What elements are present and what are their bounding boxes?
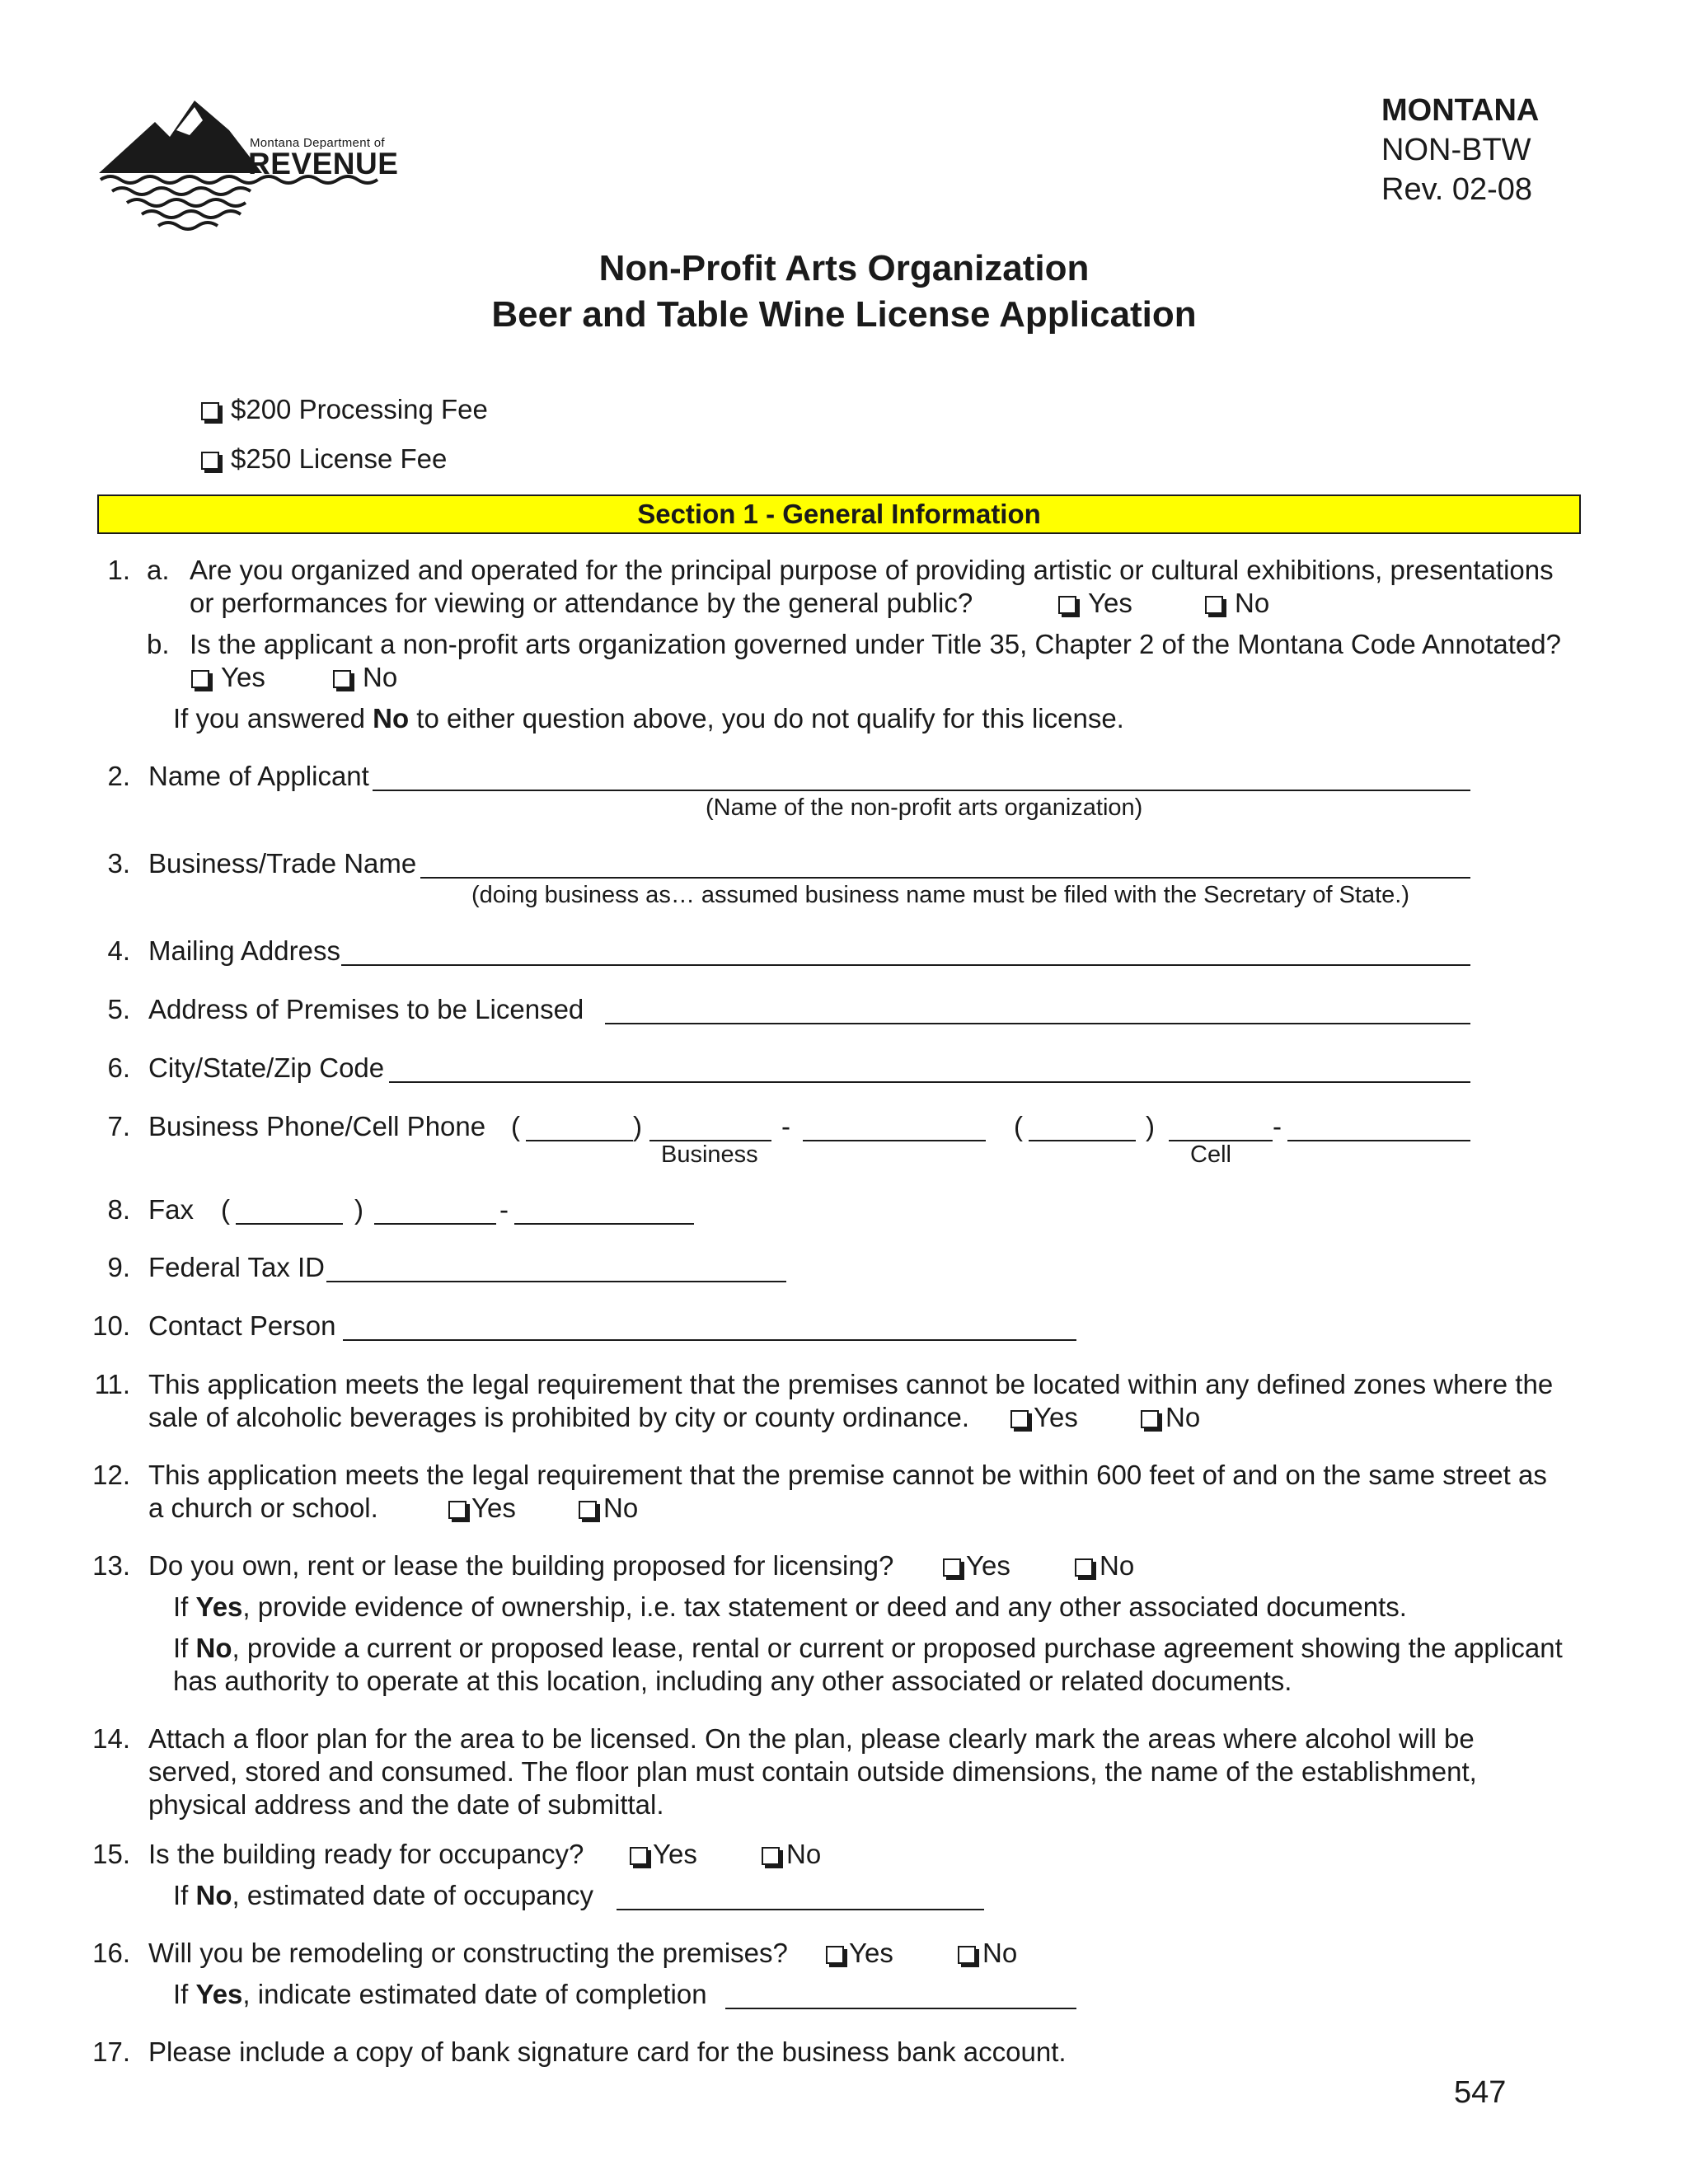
q3-hint: (doing business as… assumed business name must be filed with the Secretary of State.) bbox=[471, 882, 1410, 908]
q12-text-line2: a church or school. bbox=[148, 1493, 378, 1523]
fax-prefix-field[interactable] bbox=[374, 1223, 496, 1225]
revision-label: Rev. 02-08 bbox=[1381, 172, 1533, 207]
section-1-header bbox=[97, 494, 1581, 534]
checkbox-icon bbox=[579, 1501, 597, 1519]
q7-number: 7. bbox=[107, 1111, 130, 1141]
q3-label: Business/Trade Name bbox=[148, 848, 417, 879]
q11-number: 11. bbox=[94, 1369, 130, 1399]
q2-label: Name of Applicant bbox=[148, 761, 369, 791]
form-id-block bbox=[1381, 91, 1539, 209]
yes-label: Yes bbox=[221, 662, 265, 692]
checkbox-icon bbox=[201, 402, 219, 420]
fax-paren-close: ) bbox=[354, 1194, 363, 1225]
applicant-name-field[interactable] bbox=[373, 790, 1470, 791]
q11-yes-checkbox[interactable] bbox=[1010, 1401, 1078, 1434]
q16-no-checkbox[interactable] bbox=[958, 1937, 1017, 1970]
q16-number: 16. bbox=[92, 1938, 130, 1968]
q3-number: 3. bbox=[107, 848, 130, 879]
q11-text-line2: sale of alcoholic beverages is prohibited by city or county ordinance. bbox=[148, 1402, 970, 1432]
q1b-letter: b. bbox=[147, 629, 170, 659]
q4-number: 4. bbox=[107, 935, 130, 966]
state-label: MONTANA bbox=[1381, 93, 1540, 128]
q15-text-line1: Is the building ready for occupancy? bbox=[148, 1839, 584, 1869]
q13-if-no-note-line2: has authority to operate at this location, including any other associated or related documents. bbox=[173, 1666, 1292, 1696]
checkbox-icon bbox=[448, 1501, 467, 1519]
no-label: No bbox=[1100, 1550, 1135, 1581]
cell-phone-paren-close: ) bbox=[1146, 1111, 1155, 1141]
q6-number: 6. bbox=[107, 1052, 130, 1083]
fax-line-field[interactable] bbox=[514, 1223, 694, 1225]
no-label: No bbox=[363, 662, 398, 692]
page-title bbox=[0, 246, 1688, 338]
q2-number: 2. bbox=[107, 761, 130, 791]
federal-tax-id-field[interactable] bbox=[326, 1281, 786, 1282]
q1a-letter: a. bbox=[147, 555, 170, 585]
yes-label: Yes bbox=[966, 1550, 1010, 1581]
q9-number: 9. bbox=[107, 1252, 130, 1282]
q14-text-line1: Attach a floor plan for the area to be licensed. On the plan, please clearly mark the areas where alcohol will be bbox=[148, 1723, 1475, 1754]
q4-label: Mailing Address bbox=[148, 935, 340, 966]
mailing-address-field[interactable] bbox=[341, 964, 1470, 966]
premises-address-field[interactable] bbox=[605, 1023, 1470, 1024]
city-state-zip-field[interactable] bbox=[389, 1081, 1470, 1083]
q12-number: 12. bbox=[92, 1460, 130, 1490]
completion-date-field[interactable] bbox=[725, 2008, 1076, 2009]
q1b-text-line1: Is the applicant a non-profit arts organization governed under Title 35, Chapter 2 of the Montana Code Annotated? bbox=[190, 629, 1561, 659]
license-fee-label: $250 License Fee bbox=[231, 443, 448, 474]
business-phone-paren-close: ) bbox=[633, 1111, 642, 1141]
business-area-code-field[interactable] bbox=[526, 1140, 633, 1141]
business-phone-caption: Business bbox=[661, 1141, 758, 1168]
checkbox-icon bbox=[943, 1558, 961, 1577]
checkbox-icon bbox=[1141, 1410, 1159, 1428]
q17-text-line1: Please include a copy of bank signature card for the business bank account. bbox=[148, 2036, 1067, 2067]
q13-yes-checkbox[interactable] bbox=[943, 1549, 1010, 1582]
no-label: No bbox=[1165, 1402, 1201, 1432]
q13-text-line1: Do you own, rent or lease the building proposed for licensing? bbox=[148, 1550, 894, 1581]
section-1-title: Section 1 - General Information bbox=[637, 499, 1041, 529]
no-label: No bbox=[1235, 588, 1270, 618]
checkbox-icon bbox=[1010, 1410, 1029, 1428]
cell-area-code-field[interactable] bbox=[1029, 1140, 1136, 1141]
q1a-text-line1: Are you organized and operated for the principal purpose of providing artistic or cultural exhibitions, presentations bbox=[190, 555, 1554, 585]
checkbox-icon bbox=[630, 1847, 648, 1865]
q10-number: 10. bbox=[92, 1310, 130, 1341]
checkbox-icon bbox=[826, 1946, 844, 1964]
q16-if-yes-note: If Yes, indicate estimated date of completion bbox=[173, 1979, 707, 2009]
checkbox-icon bbox=[1075, 1558, 1093, 1577]
fax-dash: - bbox=[499, 1194, 509, 1225]
business-phone-dash: - bbox=[781, 1111, 790, 1141]
q13-if-no-note-line1: If No, provide a current or proposed lease, rental or current or proposed purchase agreement showing the applicant bbox=[173, 1633, 1563, 1663]
q1-number: 1. bbox=[107, 555, 130, 585]
form-code: NON-BTW bbox=[1381, 133, 1531, 167]
fax-paren-open: ( bbox=[221, 1194, 230, 1225]
q12-yes-checkbox[interactable] bbox=[448, 1492, 516, 1525]
trade-name-field[interactable] bbox=[420, 877, 1470, 879]
q8-number: 8. bbox=[107, 1194, 130, 1225]
q5-number: 5. bbox=[107, 994, 130, 1024]
yes-label: Yes bbox=[1088, 588, 1132, 618]
q1b-no-checkbox[interactable] bbox=[333, 661, 397, 694]
q9-label: Federal Tax ID bbox=[148, 1252, 325, 1282]
q1-qualification-note: If you answered No to either question above, you do not qualify for this license. bbox=[173, 703, 1124, 733]
checkbox-icon bbox=[958, 1946, 976, 1964]
title-line-1: Non-Profit Arts Organization bbox=[598, 248, 1090, 288]
q16-yes-checkbox[interactable] bbox=[826, 1937, 893, 1970]
license-fee-checkbox[interactable] bbox=[201, 443, 447, 476]
yes-label: Yes bbox=[471, 1493, 516, 1523]
agency-name-small: Montana Department of bbox=[250, 136, 385, 150]
business-phone-paren-open: ( bbox=[511, 1111, 520, 1141]
q14-text-line2: served, stored and consumed. The floor plan must contain outside dimensions, the name of the establishment, bbox=[148, 1756, 1477, 1787]
page-number: 547 bbox=[1454, 2075, 1507, 2110]
q1a-text-line2: or performances for viewing or attendance by the general public? bbox=[190, 588, 973, 618]
q13-if-yes-note: If Yes, provide evidence of ownership, i.e. tax statement or deed and any other associated documents. bbox=[173, 1591, 1407, 1622]
no-label: No bbox=[603, 1493, 639, 1523]
cell-phone-dash: - bbox=[1273, 1111, 1282, 1141]
occupancy-date-field[interactable] bbox=[617, 1909, 984, 1910]
q11-text-line1: This application meets the legal requirement that the premises cannot be located within any defined zones where the bbox=[148, 1369, 1554, 1399]
no-label: No bbox=[786, 1839, 822, 1869]
q13-number: 13. bbox=[92, 1550, 130, 1581]
q1b-yes-checkbox[interactable] bbox=[191, 661, 265, 694]
q14-text-line3: physical address and the date of submittal. bbox=[148, 1789, 664, 1820]
q14-number: 14. bbox=[92, 1723, 130, 1754]
processing-fee-label: $200 Processing Fee bbox=[231, 394, 488, 424]
q12-no-checkbox[interactable] bbox=[579, 1492, 638, 1525]
checkbox-icon bbox=[1205, 596, 1223, 614]
checkbox-icon bbox=[201, 452, 219, 470]
q6-label: City/State/Zip Code bbox=[148, 1052, 385, 1083]
q1a-yes-checkbox[interactable] bbox=[1058, 587, 1132, 620]
cell-line-field[interactable] bbox=[1287, 1140, 1470, 1141]
cell-phone-paren-open: ( bbox=[1014, 1111, 1023, 1141]
yes-label: Yes bbox=[849, 1938, 893, 1968]
title-line-2: Beer and Table Wine License Application bbox=[491, 294, 1197, 335]
q8-label: Fax bbox=[148, 1194, 195, 1225]
fax-area-code-field[interactable] bbox=[236, 1223, 343, 1225]
yes-label: Yes bbox=[1034, 1402, 1078, 1432]
q11-no-checkbox[interactable] bbox=[1141, 1401, 1200, 1434]
yes-label: Yes bbox=[653, 1839, 697, 1869]
cell-phone-caption: Cell bbox=[1190, 1141, 1231, 1168]
agency-name-big: REVENUE bbox=[248, 147, 399, 180]
processing-fee-checkbox[interactable] bbox=[201, 393, 488, 426]
q15-number: 15. bbox=[92, 1839, 130, 1869]
contact-person-field[interactable] bbox=[343, 1339, 1076, 1341]
q12-text-line1: This application meets the legal requirement that the premise cannot be within 600 feet of and on the same street as bbox=[148, 1460, 1547, 1490]
business-line-field[interactable] bbox=[803, 1140, 986, 1141]
q7-label: Business Phone/Cell Phone bbox=[148, 1111, 486, 1141]
checkbox-icon bbox=[191, 670, 209, 688]
q17-number: 17. bbox=[92, 2036, 130, 2067]
q5-label: Address of Premises to be Licensed bbox=[148, 994, 584, 1024]
q15-no-checkbox[interactable] bbox=[762, 1838, 821, 1871]
checkbox-icon bbox=[333, 670, 351, 688]
checkbox-icon bbox=[1058, 596, 1076, 614]
q16-text-line1: Will you be remodeling or constructing the premises? bbox=[148, 1938, 788, 1968]
q15-yes-checkbox[interactable] bbox=[630, 1838, 697, 1871]
q2-hint: (Name of the non-profit arts organization) bbox=[706, 794, 1143, 821]
q13-no-checkbox[interactable] bbox=[1075, 1549, 1134, 1582]
q10-label: Contact Person bbox=[148, 1310, 336, 1341]
no-label: No bbox=[982, 1938, 1018, 1968]
q1a-no-checkbox[interactable] bbox=[1205, 587, 1269, 620]
checkbox-icon bbox=[762, 1847, 780, 1865]
revenue-logo bbox=[97, 97, 402, 237]
q15-if-no-note: If No, estimated date of occupancy bbox=[173, 1880, 593, 1910]
